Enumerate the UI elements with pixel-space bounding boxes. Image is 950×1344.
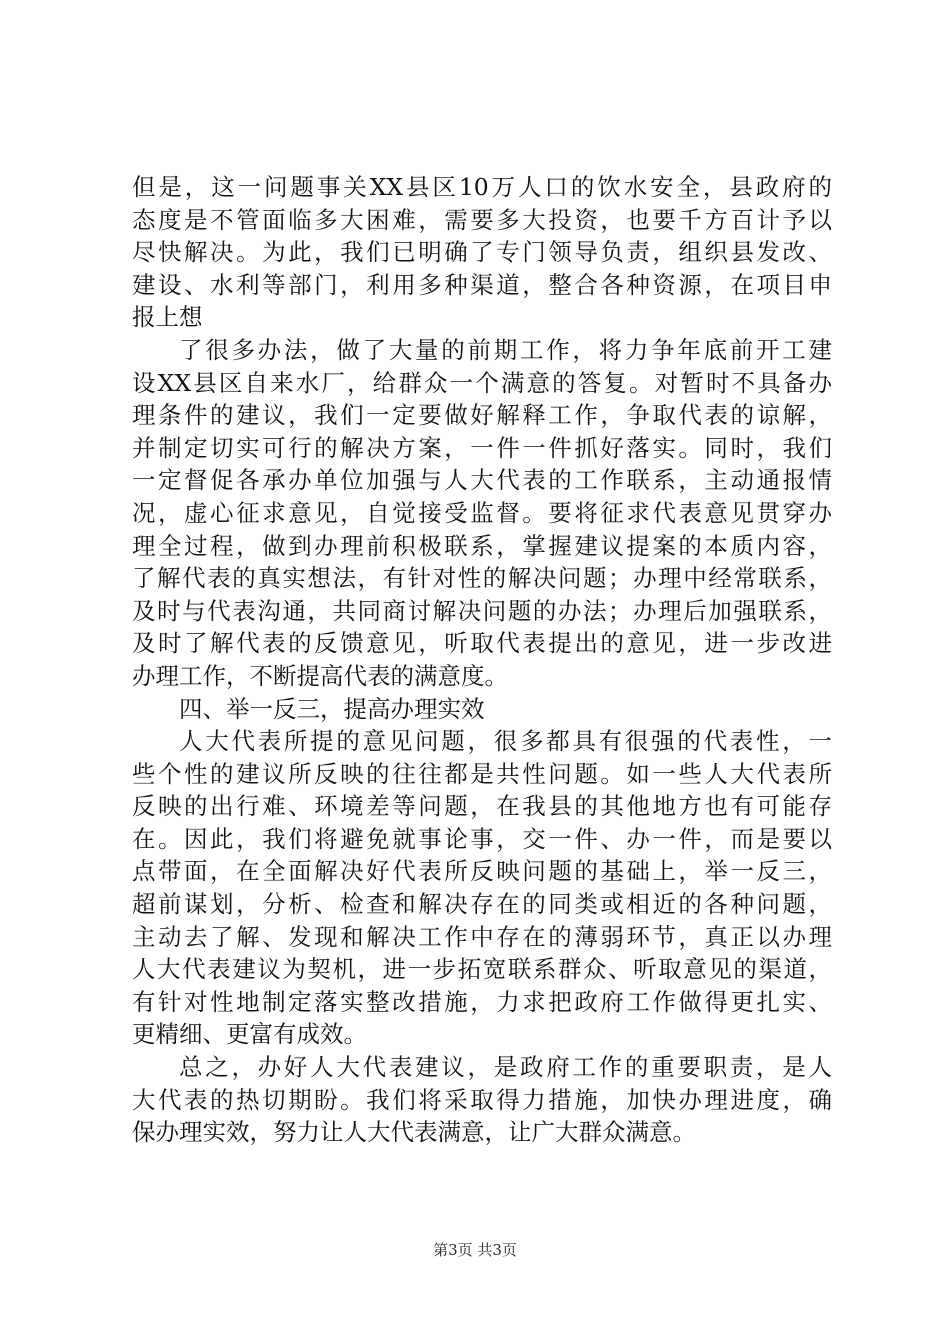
text-line: 及时了解代表的反馈意见，听取代表提出的意见，进一步改进 xyxy=(132,629,832,658)
text-line: 人大代表所提的意见问题，很多都具有很强的代表性，一 xyxy=(179,727,832,756)
text-line: 但是，这一问题事关XX县区10万人口的饮水安全，县政府的 xyxy=(132,173,832,201)
text-line: 并制定切实可行的解决方案，一件一件抓好落实。同时，我们 xyxy=(132,433,832,462)
document-body xyxy=(132,171,832,1149)
text-line: 了很多办法，做了大量的前期工作，将力争年底前开工建 xyxy=(179,335,832,364)
text-line: 态度是不管面临多大困难，需要多大投资，也要千方百计予以 xyxy=(132,205,832,234)
text-line: 在。因此，我们将避免就事论事，交一件、办一件，而是要以 xyxy=(132,824,832,853)
text-line: 反映的出行难、环境差等问题，在我县的其他地方也有可能存 xyxy=(132,792,832,821)
page-footer: 第3页 共3页 xyxy=(433,1241,517,1259)
text-line: 人大代表建议为契机，进一步拓宽联系群众、听取意见的渠道， xyxy=(132,955,832,984)
text-line: 尽快解决。为此，我们已明确了专门领导负责，组织县发改、 xyxy=(132,238,832,267)
text-line: 了解代表的真实想法，有针对性的解决问题；办理中经常联系， xyxy=(132,564,832,593)
text-line: 些个性的建议所反映的往往都是共性问题。如一些人大代表所 xyxy=(132,759,832,788)
text-line: 更精细、更富有成效。 xyxy=(132,1020,367,1049)
text-line: 况，虚心征求意见，自觉接受监督。要将征求代表意见贯穿办 xyxy=(132,498,832,527)
text-line: 点带面，在全面解决好代表所反映问题的基础上，举一反三， xyxy=(132,857,832,886)
text-line: 超前谋划，分析、检查和解决存在的同类或相近的各种问题， xyxy=(132,890,832,919)
text-line: 有针对性地制定落实整改措施，力求把政府工作做得更扎实、 xyxy=(132,987,832,1016)
text-line: 办理工作，不断提高代表的满意度。 xyxy=(132,661,508,690)
text-line: 四、举一反三，提高办理实效 xyxy=(179,694,485,723)
text-line: 大代表的热切期盼。我们将采取得力措施，加快办理进度，确 xyxy=(132,1085,832,1114)
text-line: 主动去了解、发现和解决工作中存在的薄弱环节，真正以办理 xyxy=(132,922,832,951)
text-line: 建设、水利等部门，利用多种渠道，整合各种资源，在项目申 xyxy=(132,270,832,299)
text-line: 理条件的建议，我们一定要做好解释工作，争取代表的谅解， xyxy=(132,401,832,430)
text-line: 保办理实效，努力让人大代表满意，让广大群众满意。 xyxy=(132,1118,696,1147)
text-line: 总之，办好人大代表建议，是政府工作的重要职责，是人 xyxy=(179,1053,832,1082)
text-line: 及时与代表沟通，共同商讨解决问题的办法；办理后加强联系， xyxy=(132,596,832,625)
text-line: 一定督促各承办单位加强与人大代表的工作联系，主动通报情 xyxy=(132,466,832,495)
text-line: 理全过程，做到办理前积极联系，掌握建议提案的本质内容， xyxy=(132,531,832,560)
text-line: 设XX县区自来水厂，给群众一个满意的答复。对暂时不具备办 xyxy=(132,368,832,397)
text-line: 报上想 xyxy=(132,303,203,332)
